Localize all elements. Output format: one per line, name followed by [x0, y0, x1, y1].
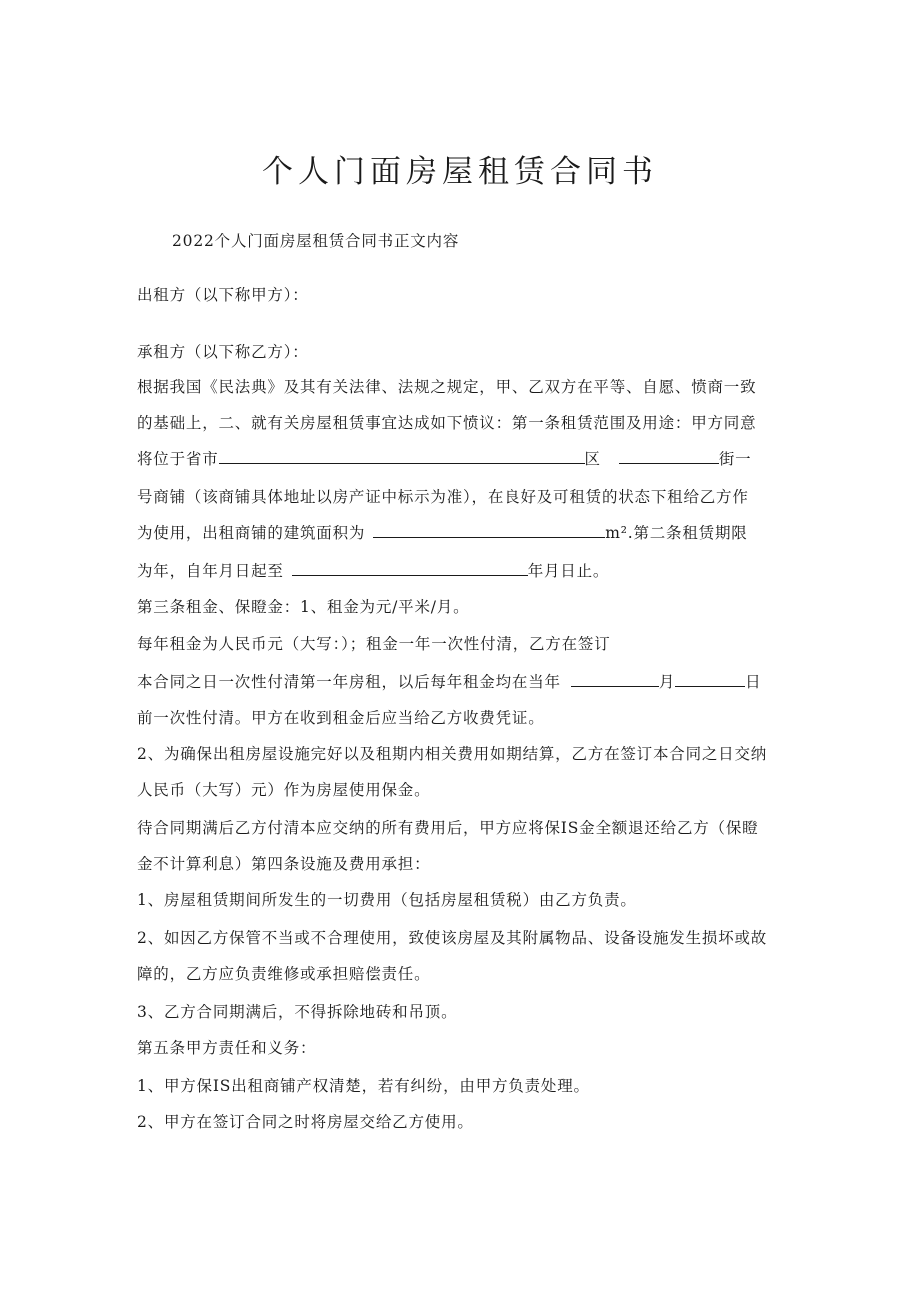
paragraph-line: 1、房屋租赁期间所发生的一切费用（包括房屋租赁税）由乙方负责。 — [137, 891, 637, 909]
term-line — [137, 560, 609, 582]
paragraph-line: 根据我国《民法典》及其有关法律、法规之规定，甲、乙双方在平等、自愿、愤商一致 — [137, 378, 757, 396]
document-subtitle: 2022个人门面房屋租赁合同书正文内容 — [172, 232, 460, 250]
article-4-heading: 金不计算利息）第四条设施及费用承担： — [137, 855, 431, 873]
paragraph-line: 待合同期满后乙方付清本应交纳的所有费用后，甲方应将保IS金全额退还给乙方（保瞪 — [137, 819, 759, 837]
term-end-blank — [292, 561, 528, 576]
paragraph-line: 每年租金为人民币元（大写：）；租金一年一次性付清，乙方在签订 — [137, 635, 611, 653]
paragraph-line: 2、为确保出租房屋设施完好以及租期内相关费用如期结算，乙方在签订本合同之日交纳 — [137, 745, 768, 763]
area-prefix: 为使用，出租商铺的建筑面积为 — [137, 524, 366, 542]
paragraph-line: 障的，乙方应负责维修或承担赔偿责任。 — [137, 965, 431, 983]
district-label: 区 — [584, 450, 601, 468]
city-blank — [219, 449, 585, 464]
area-line — [137, 522, 748, 544]
payment-date-line — [137, 671, 761, 693]
article-5-heading: 第五条甲方责任和义务： — [137, 1039, 317, 1057]
paragraph-line: 人民币（大写）元）作为房屋使用保金。 — [137, 781, 431, 799]
paragraph-line: 1、甲方保IS出租商铺产权清楚，若有纠纷，由甲方负责处理。 — [137, 1077, 590, 1095]
document-title: 个人门面房屋租赁合同书 — [262, 154, 658, 190]
street-label: 街一 — [718, 450, 752, 468]
address-prefix: 将位于省市 — [137, 450, 219, 468]
paragraph-line: 2、甲方在签订合同之时将房屋交给乙方使用。 — [137, 1113, 474, 1131]
address-line — [137, 448, 751, 470]
day-blank — [675, 672, 745, 687]
paragraph-line: 3、乙方合同期满后，不得拆除地砖和吊顶。 — [137, 1003, 458, 1021]
lessee-line: 承租方（以下称乙方）： — [137, 343, 309, 361]
term-suffix: 年月日止。 — [527, 562, 610, 580]
term-prefix: 为年，自年月日起至 — [137, 562, 284, 580]
street-blank — [619, 449, 719, 464]
area-blank — [373, 523, 605, 538]
day-label: 日 — [745, 673, 762, 691]
month-label: 月 — [658, 673, 676, 691]
lessor-line: 出租方（以下称甲方）： — [137, 286, 309, 304]
payment-prefix: 本合同之日一次性付清第一年房租，以后每年租金均在当年 — [137, 673, 561, 691]
paragraph-line: 号商铺（该商铺具体地址以房产证中标示为准），在良好及可租赁的状态下租给乙方作 — [137, 488, 749, 506]
paragraph-line: 2、如因乙方保管不当或不合理使用，致使该房屋及其附属物品、设备设施发生损坏或故 — [137, 929, 768, 947]
paragraph-line: 的基础上，二、就有关房屋租赁事宜达成如下愤议：第一条租赁范围及用途：甲方同意 — [137, 414, 757, 432]
month-blank — [571, 672, 659, 687]
article-3-heading: 第三条租金、保瞪金：1、租金为元/平米/月。 — [137, 598, 470, 616]
paragraph-line: 前一次性付清。甲方在收到租金后应当给乙方收费凭证。 — [137, 709, 545, 727]
area-suffix: m².第二条租赁期限 — [605, 524, 748, 542]
